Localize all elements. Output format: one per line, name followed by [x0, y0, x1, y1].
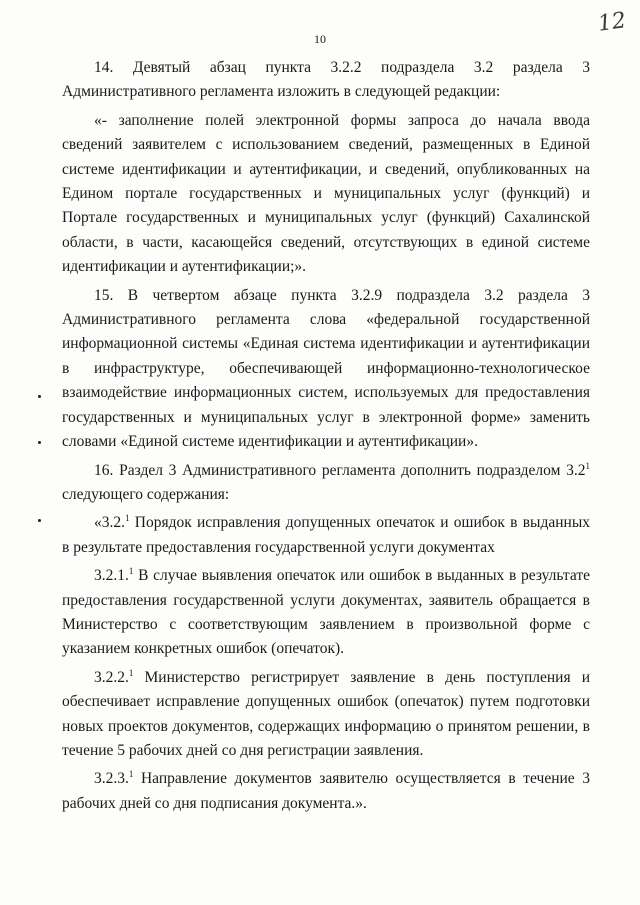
paragraph-14-lead: 14. Девятый абзац пункта 3.2.2 подраздела 3.2 раздела 3 Административного регламента изложить в следующей редакции:: [62, 59, 590, 101]
handwritten-page-number: 12: [596, 8, 628, 37]
superscript: 1: [125, 513, 130, 524]
item-3-2-1: [62, 564, 590, 662]
page-number: 10: [314, 32, 326, 46]
item-3-2-2: [62, 666, 590, 764]
paragraph-16-lead-b: следующего содержания:: [62, 485, 230, 503]
superscript: 1: [128, 769, 134, 780]
item-num: 3.2.1.: [94, 567, 129, 585]
paragraph-14-quote: «- заполнение полей электронной формы запроса до начала ввода сведений заявителем с использованием сведений, размещенных в Единой системе идентификации и аутентификации, и сведений, опубликованных на Едином портале государственных и муниципальных услуг (функций) и Портале государственных и муниципальных услуг (функций) Сахалинской области, в части, касающейся сведений, отсутствующих в единой системе идентификации и аутентификации;».: [62, 111, 590, 276]
item-text: В случае выявления опечаток или ошибок в выданных в результате предоставления государственной услуги документах, заявитель обращается в Министерство с соответствующим заявлением в произвольной форме с указанием конкретных ошибок (опечаток).: [62, 567, 590, 658]
item-num: 3.2.2.: [94, 668, 129, 686]
item-text: Направление документов заявителю осуществляется в течение 3 рабочих дней со дня подписания документа.».: [62, 770, 590, 812]
paragraph-16-lead-a: 16. Раздел 3 Административного регламента дополнить подразделом 3.2: [94, 461, 586, 479]
superscript: 1: [128, 566, 134, 577]
paragraph-16-lead: [62, 459, 590, 508]
item-num: 3.2.3.: [94, 770, 129, 788]
section-heading: [62, 511, 590, 560]
scan-mark: [38, 519, 41, 522]
superscript: 1: [585, 460, 590, 471]
scan-mark: [38, 395, 41, 398]
document-body: [62, 56, 590, 816]
item-text: Министерство регистрирует заявление в день поступления и обеспечивает исправление допущенных ошибок (опечаток) путем подготовки новых проектов документов, содержащих информацию о принятом решении, в течение 5 рабочих дней со дня регистрации заявления.: [62, 668, 590, 759]
heading-num: «3.2.: [94, 514, 125, 532]
heading-text: Порядок исправления допущенных опечаток и ошибок в выданных в результате предоставления государственной услуги документах: [62, 514, 590, 556]
superscript: 1: [128, 667, 134, 678]
scan-mark: [38, 441, 41, 444]
item-3-2-3: [62, 767, 590, 816]
paragraph-15: 15. В четвертом абзаце пункта 3.2.9 подраздела 3.2 раздела 3 Административного регламента слова «федеральной государственной информационной системы «Единая система идентификации и аутентификации в инфраструктуре, обеспечивающей информационно-технологическое взаимодействие информационных систем, используемых для предоставления государственных и муниципальных услуг в электронной форме» заменить словами «Единой системе идентификации и аутентификации».: [62, 286, 590, 451]
